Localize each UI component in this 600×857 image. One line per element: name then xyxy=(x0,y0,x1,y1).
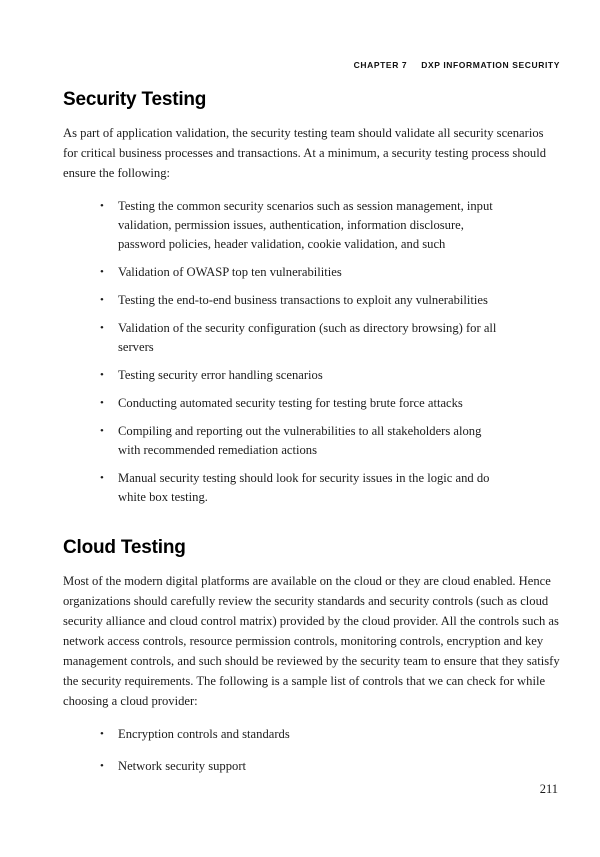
security-testing-intro-paragraph: As part of application validation, the security testing team should validate all security scenarios for critical business processes and transactions. At a minimum, a security testing process should ensure the following: xyxy=(63,126,547,180)
list-item xyxy=(63,725,503,744)
list-item xyxy=(63,422,503,460)
security-testing-bullet-list xyxy=(63,197,560,507)
list-item xyxy=(63,757,503,776)
bullet-text: Encryption controls and standards xyxy=(118,727,290,741)
list-item xyxy=(63,263,503,282)
section-heading-security-testing: Security Testing xyxy=(63,89,207,110)
list-item xyxy=(63,197,503,254)
list-item xyxy=(63,319,503,357)
list-item xyxy=(63,394,503,413)
bullet-icon: • xyxy=(100,369,104,381)
bullet-icon: • xyxy=(100,760,104,772)
bullet-icon: • xyxy=(100,294,104,306)
bullet-text: Manual security testing should look for security issues in the logic and do white box testing. xyxy=(118,471,490,504)
chapter-number-label: CHAPTER 7 xyxy=(353,60,408,70)
bullet-icon: • xyxy=(100,200,104,212)
bullet-text: Testing the end-to-end business transactions to exploit any vulnerabilities xyxy=(118,293,488,307)
list-item xyxy=(63,291,503,310)
running-head xyxy=(63,60,560,70)
bullet-icon: • xyxy=(100,472,104,484)
bullet-text: Testing the common security scenarios such as session management, input validation, permission issues, authentication, information disclosure, password policies, header validation, cookie validation, and such xyxy=(118,199,493,251)
bullet-text: Validation of the security configuration (such as directory browsing) for all servers xyxy=(118,321,497,354)
list-item xyxy=(63,469,503,507)
page-number: 211 xyxy=(539,782,558,796)
bullet-text: Conducting automated security testing for testing brute force attacks xyxy=(118,396,463,410)
bullet-text: Network security support xyxy=(118,759,247,773)
bullet-text: Testing security error handling scenarios xyxy=(118,368,323,382)
bullet-icon: • xyxy=(100,322,104,334)
section-heading-cloud-testing: Cloud Testing xyxy=(63,537,186,558)
bullet-icon: • xyxy=(100,266,104,278)
chapter-title-label: DXP INFORMATION SECURITY xyxy=(421,60,560,70)
cloud-testing-bullet-list xyxy=(63,725,560,776)
bullet-text: Validation of OWASP top ten vulnerabilities xyxy=(118,265,342,279)
bullet-icon: • xyxy=(100,728,104,740)
bullet-text: Compiling and reporting out the vulnerabilities to all stakeholders along with recommended remediation actions xyxy=(118,424,482,457)
list-item xyxy=(63,366,503,385)
cloud-testing-intro-paragraph: Most of the modern digital platforms are available on the cloud or they are cloud enabled. Hence organizations should carefully review the security standards and security controls (such as cloud security alliance and cloud control matrix) provided by the cloud provider. All the controls such as network access controls, resource permission controls, monitoring controls, encryption and key management controls, and such should be reviewed by the security team to ensure that they satisfy the security requirements. The following is a sample list of controls that we can check for while choosing a cloud provider: xyxy=(63,574,560,708)
bullet-icon: • xyxy=(100,425,104,437)
bullet-icon: • xyxy=(100,397,104,409)
